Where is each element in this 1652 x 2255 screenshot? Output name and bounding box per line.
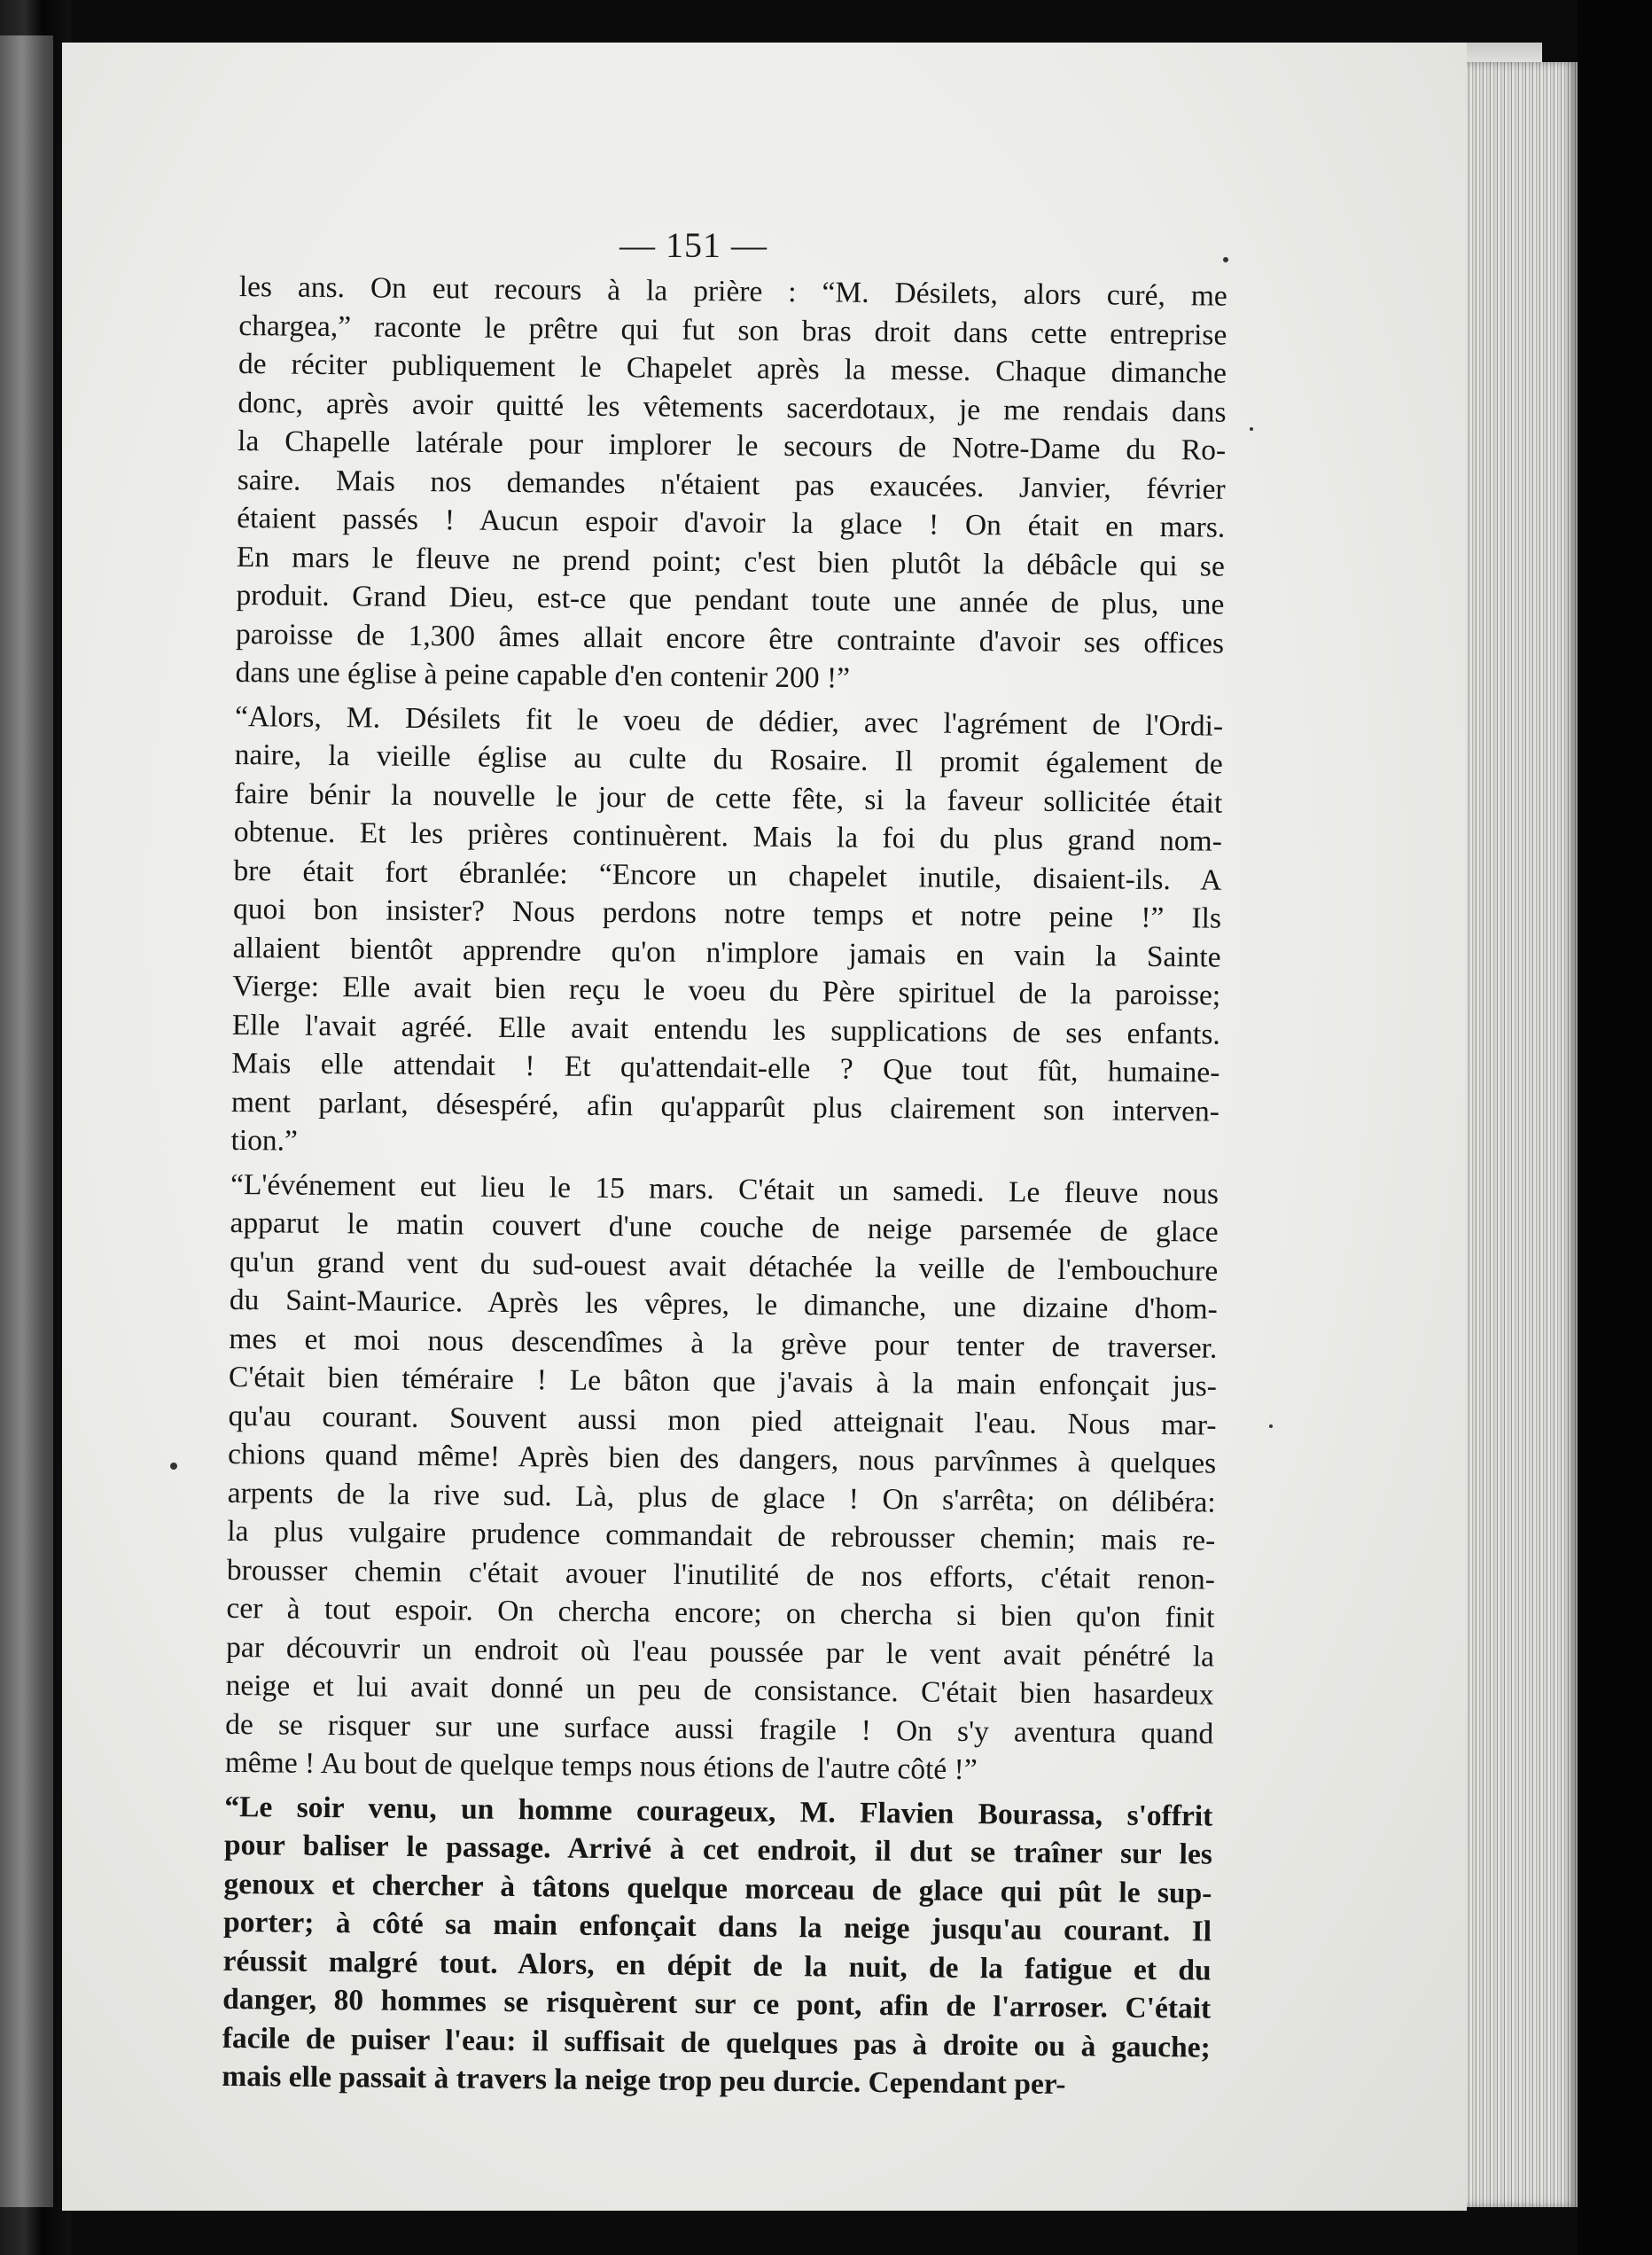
text-line: tion.” (230, 1123, 299, 1158)
text-line: porter; à côté sa main enfonçait dans la neige jusqu'au courant. Il (222, 1905, 1212, 1948)
text-line: arpents de la rive sud. Là, plus de glace ! On s'arrêta; on délibéra: (227, 1476, 1216, 1519)
text-line: qu'au courant. Souvent aussi mon pied atteignait l'eau. Nous mar- (228, 1399, 1217, 1442)
scan-speck (1269, 1424, 1273, 1428)
text-line: qu'un grand vent du sud-ouest avait détachée la veille de l'embouchure (230, 1245, 1219, 1288)
text-line: pour baliser le passage. Arrivé à cet endroit, il dut se traîner sur les (223, 1828, 1213, 1871)
text-line: chargea,” raconte le prêtre qui fut son bras droit dans cette entreprise (238, 308, 1227, 352)
text-line: même ! Au bout de quelque temps nous étions de l'autre côté !” (224, 1745, 978, 1787)
text-line: les ans. On eut recours à la prière : “M. Désilets, alors curé, me (238, 269, 1227, 313)
text-line: paroisse de 1,300 âmes allait encore être contrainte d'avoir ses offices (235, 617, 1225, 660)
text-line: la Chapelle latérale pour implorer le secours de Notre-Dame du Ro- (237, 424, 1227, 467)
scan-speck (170, 1463, 177, 1470)
paragraph (230, 697, 1223, 1169)
text-line: obtenue. Et les prières continuèrent. Mais la foi du plus grand nom- (233, 815, 1223, 858)
text-line: Vierge: Elle avait bien reçu le voeu du Père spirituel de la paroisse; (232, 969, 1221, 1012)
text-line: Elle l'avait agréé. Elle avait entendu les supplications de ses enfants. (231, 1008, 1220, 1051)
text-line: par découvrir un endroit où l'eau poussée par le vent avait pénétré la (225, 1630, 1215, 1674)
text-line: dans une église à peine capable d'en contenir 200 !” (235, 655, 851, 695)
text-line: produit. Grand Dieu, est-ce que pendant toute une année de plus, une (236, 578, 1225, 621)
text-line: de réciter publiquement le Chapelet après la messe. Chaque dimanche (238, 347, 1227, 390)
text-line: “Le soir venu, un homme courageux, M. Flavien Bourassa, s'offrit (224, 1790, 1213, 1833)
paragraph (225, 1165, 1220, 1791)
text-line: brousser chemin c'était avouer l'inutilité de nos efforts, c'était renon- (226, 1553, 1216, 1596)
text-line: bre était fort ébranlée: “Encore un chapelet inutile, disaient-ils. A (233, 854, 1222, 897)
scan-speck (1223, 257, 1228, 262)
text-line: réussit malgré tout. Alors, en dépit de la nuit, de la fatigue et du (222, 1944, 1212, 1987)
text-line: ment parlant, désespéré, afin qu'apparût plus clairement son interven- (230, 1085, 1220, 1128)
text-line: neige et lui avait donné un peu de consistance. C'était bien hasardeux (225, 1668, 1214, 1712)
text-line: donc, après avoir quitté les vêtements sacerdotaux, je me rendais dans (238, 386, 1227, 429)
text-line: chions quand même! Après bien des dangers, nous parvînmes à quelques (227, 1437, 1217, 1480)
text-line: saire. Mais nos demandes n'étaient pas exaucées. Janvier, février (237, 463, 1226, 506)
text-line: “L'événement eut lieu le 15 mars. C'était un samedi. Le fleuve nous (230, 1167, 1220, 1211)
text-line: mais elle passait à travers la neige trop peu durcie. Cependant per- (222, 2059, 1066, 2102)
text-line: quoi bon insister? Nous perdons notre temps et notre peine !” Ils (232, 892, 1222, 935)
text-line: du Saint-Maurice. Après les vêpres, le dimanche, une dizaine d'hom- (229, 1283, 1218, 1326)
page-number: — 151 — (620, 225, 768, 265)
text-line: naire, la vieille église au culte du Rosaire. Il promit également de (234, 737, 1223, 781)
scan-background-right (1578, 0, 1652, 2255)
paragraph (222, 1787, 1212, 2105)
facing-page-edge (0, 35, 53, 2207)
text-line: danger, 80 hommes se risquèrent sur ce pont, afin de l'arroser. C'était (222, 1982, 1212, 2025)
text-line: genoux et chercher à tâtons quelque morceau de glace qui pût le sup- (223, 1867, 1212, 1910)
body-text (222, 268, 1227, 2105)
text-line: “Alors, M. Désilets fit le voeu de dédier, avec l'agrément de l'Ordi- (234, 699, 1224, 743)
text-line: facile de puiser l'eau: il suffisait de quelques pas à droite ou à gauche; (222, 2021, 1211, 2064)
text-line: la plus vulgaire prudence commandait de rebrousser chemin; mais re- (227, 1514, 1216, 1557)
text-line: C'était bien téméraire ! Le bâton que j'avais à la main enfonçait jus- (228, 1360, 1218, 1403)
text-line: de se risquer sur une surface aussi fragile ! On s'y aventura quand (225, 1707, 1214, 1751)
text-line: mes et moi nous descendîmes à la grève pour tenter de traverser. (229, 1322, 1218, 1365)
text-line: Mais elle attendait ! Et qu'attendait-elle ? Que tout fût, humaine- (231, 1046, 1220, 1089)
text-line: cer à tout espoir. On chercha encore; on chercha si bien qu'on finit (226, 1591, 1215, 1635)
text-line: apparut le matin couvert d'une couche de neige parsemée de glace (230, 1206, 1219, 1249)
text-line: étaient passés ! Aucun espoir d'avoir la glace ! On était en mars. (237, 501, 1226, 544)
text-line: faire bénir la nouvelle le jour de cette fête, si la faveur sollicitée était (234, 776, 1223, 820)
paragraph (235, 268, 1227, 701)
text-line: En mars le fleuve ne prend point; c'est bien plutôt la débâcle qui se (236, 540, 1225, 583)
text-line: allaient bientôt apprendre qu'on n'implore jamais en vain la Sainte (232, 931, 1221, 974)
scan-speck (1250, 427, 1253, 431)
